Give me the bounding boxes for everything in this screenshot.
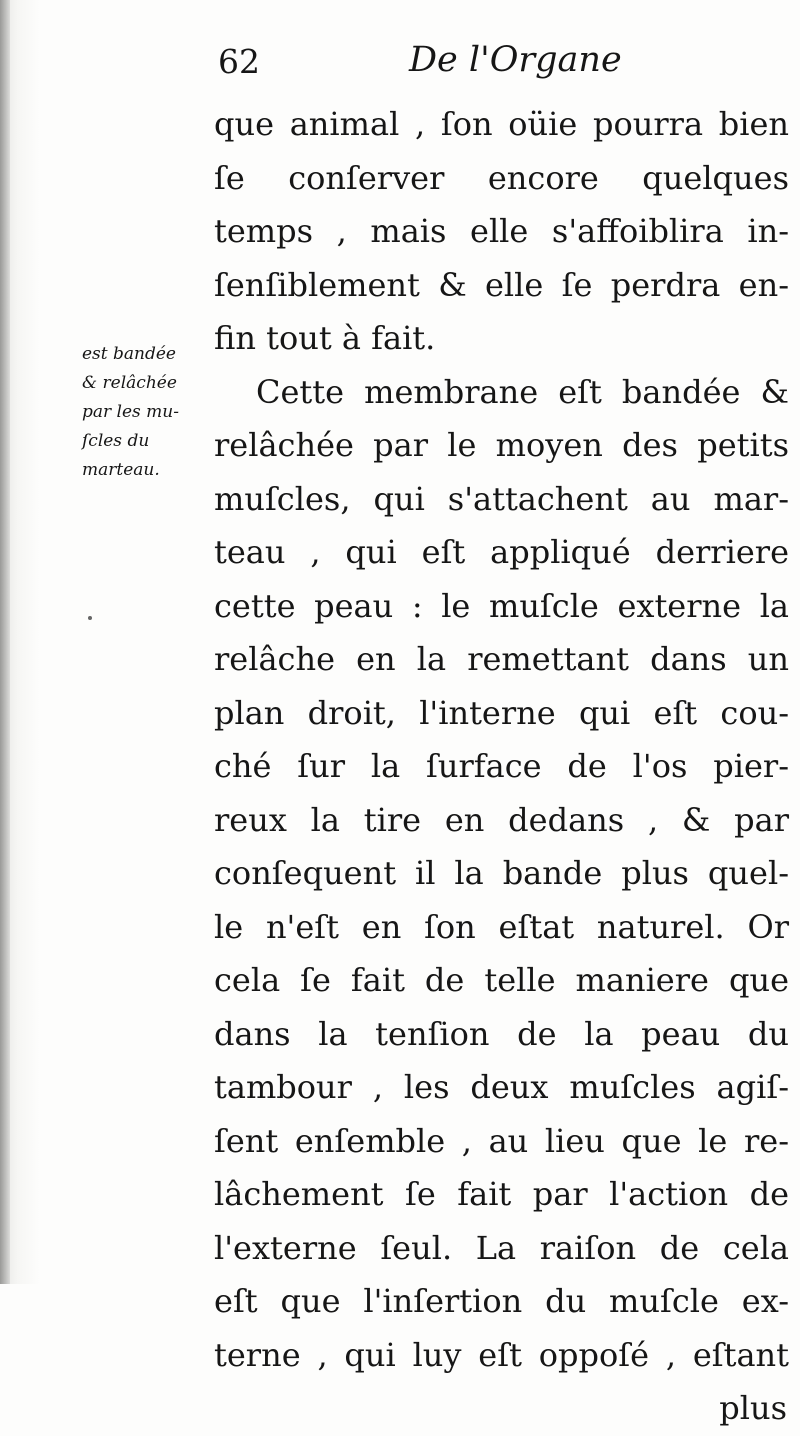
text-line: l'externe ſeul. La raiſon de cela — [214, 1228, 789, 1267]
text-line: ſent enſemble , au lieu que le re- — [214, 1121, 789, 1160]
text-line: tambour , les deux muſcles agiſ- — [214, 1068, 789, 1106]
text-line: ché ſur la ſurface de l'os pier- — [214, 747, 789, 785]
body-text — [214, 98, 789, 1436]
catchword: plus — [719, 1389, 787, 1427]
text-line: cette peau : le muſcle externe la — [214, 586, 789, 625]
margin-note-line: marteau. — [82, 460, 160, 480]
text-line: ſenſiblement & elle ſe perdra en- — [214, 265, 789, 304]
text-line: fin tout à fait. — [214, 319, 436, 357]
text-line: que animal , ſon oüie pourra bien — [214, 105, 789, 143]
text-line: muſcles, qui s'attachent au mar- — [214, 479, 789, 518]
ink-dot — [88, 616, 92, 620]
text-line: lâchement ſe fait par l'action de — [214, 1175, 789, 1213]
text-line: ſe conſerver encore quelques — [214, 158, 789, 197]
text-line: temps , mais elle s'affoiblira in- — [214, 212, 789, 250]
margin-note-line: ſcles du — [82, 431, 150, 451]
text-line: Cette membrane eſt bandée & — [256, 372, 789, 411]
text-line: dans la tenſion de la peau du — [214, 1014, 789, 1053]
margin-note-line: par les mu- — [82, 402, 179, 422]
text-line: relâche en la remettant dans un — [214, 640, 789, 678]
text-line: relâchée par le moyen des petits — [214, 426, 789, 464]
text-line: cela ſe fait de telle maniere que — [214, 961, 789, 999]
text-line: terne , qui luy eſt oppoſé , eſtant — [214, 1335, 789, 1374]
running-head: De l'Organe — [409, 40, 622, 80]
text-line: plan droit, l'interne qui eſt cou- — [214, 693, 789, 732]
text-line: conſequent il la bande plus quel- — [214, 854, 789, 892]
text-line: eſt que l'inſertion du muſcle ex- — [214, 1282, 789, 1320]
text-line: le n'eſt en ſon eſtat naturel. Or — [214, 907, 789, 946]
margin-note — [82, 340, 212, 485]
text-line: teau , qui eſt appliqué derriere — [214, 533, 789, 571]
page-gutter — [0, 0, 10, 1284]
page-number: 62 — [218, 42, 260, 81]
margin-note-line: & relâchée — [82, 373, 177, 393]
page-header — [214, 38, 774, 98]
text-line: reux la tire en dedans , & par — [214, 800, 789, 839]
margin-note-line: est bandée — [82, 344, 176, 364]
